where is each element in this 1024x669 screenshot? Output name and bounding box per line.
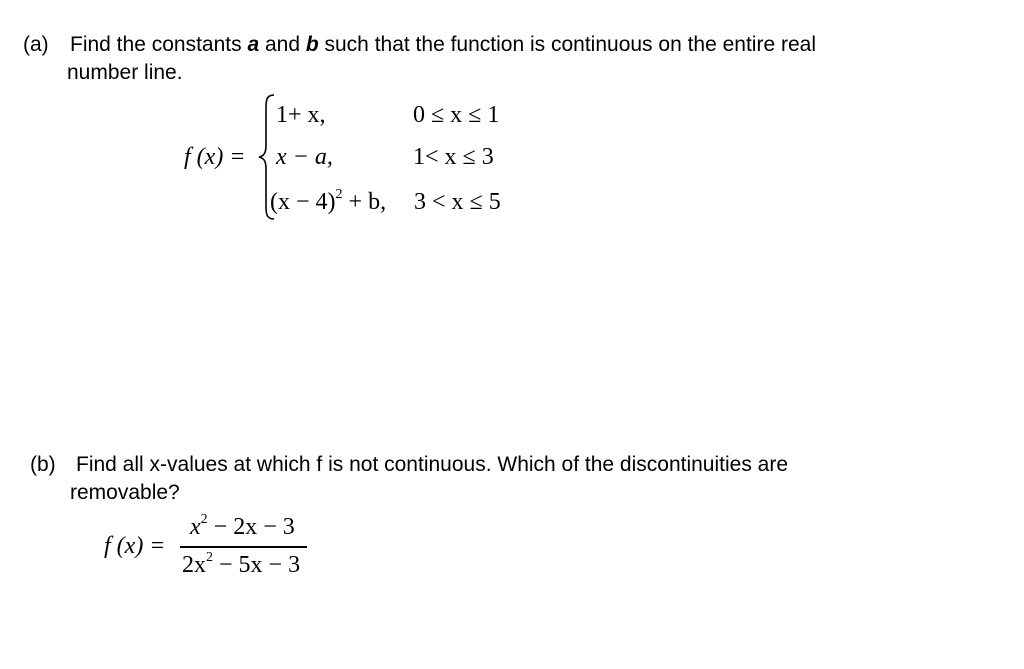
part-a-text-3: such that the function is continuous on the entire real <box>318 33 816 56</box>
constant-b: b <box>305 33 319 56</box>
part-b-question-line-2: removable? <box>70 481 180 504</box>
case-3-exponent: 2 <box>335 187 343 202</box>
case-3-domain: 3 < x ≤ 5 <box>414 189 501 215</box>
part-a-marker: (a) <box>23 33 49 56</box>
part-b-marker: (b) <box>30 453 56 476</box>
case-3-rest: + b, <box>342 189 387 215</box>
part-a-text-2: and <box>259 33 306 56</box>
numerator-base: x <box>190 514 201 540</box>
case-1-domain: 0 ≤ x ≤ 1 <box>413 102 500 128</box>
part-a-question-line-1 <box>70 33 816 57</box>
piecewise-function-lhs: f (x) = <box>184 144 246 170</box>
numerator <box>190 513 295 545</box>
denominator-base: 2x <box>182 552 206 578</box>
case-1-expression: 1+ x, <box>276 102 326 128</box>
fraction-bar <box>180 546 307 548</box>
part-a-question-line-2: number line. <box>67 61 183 84</box>
numerator-rest: − 2x − 3 <box>207 514 295 540</box>
denominator-exponent: 2 <box>206 550 213 565</box>
case-2-expression: x − a, <box>276 144 333 170</box>
numerator-exponent: 2 <box>200 512 208 527</box>
case-2-domain: 1< x ≤ 3 <box>413 144 494 170</box>
denominator-rest: − 5x − 3 <box>213 552 301 578</box>
part-a-text-1: Find the constants <box>70 33 248 56</box>
case-3-expression <box>270 188 386 220</box>
case-3-base: (x − 4) <box>270 189 336 215</box>
constant-a: a <box>247 33 260 56</box>
part-b-question-line-1: Find all x-values at which f is not continuous. Which of the discontinuities are <box>76 453 789 476</box>
rational-function-lhs: f (x) = <box>104 533 166 559</box>
denominator <box>182 551 300 583</box>
